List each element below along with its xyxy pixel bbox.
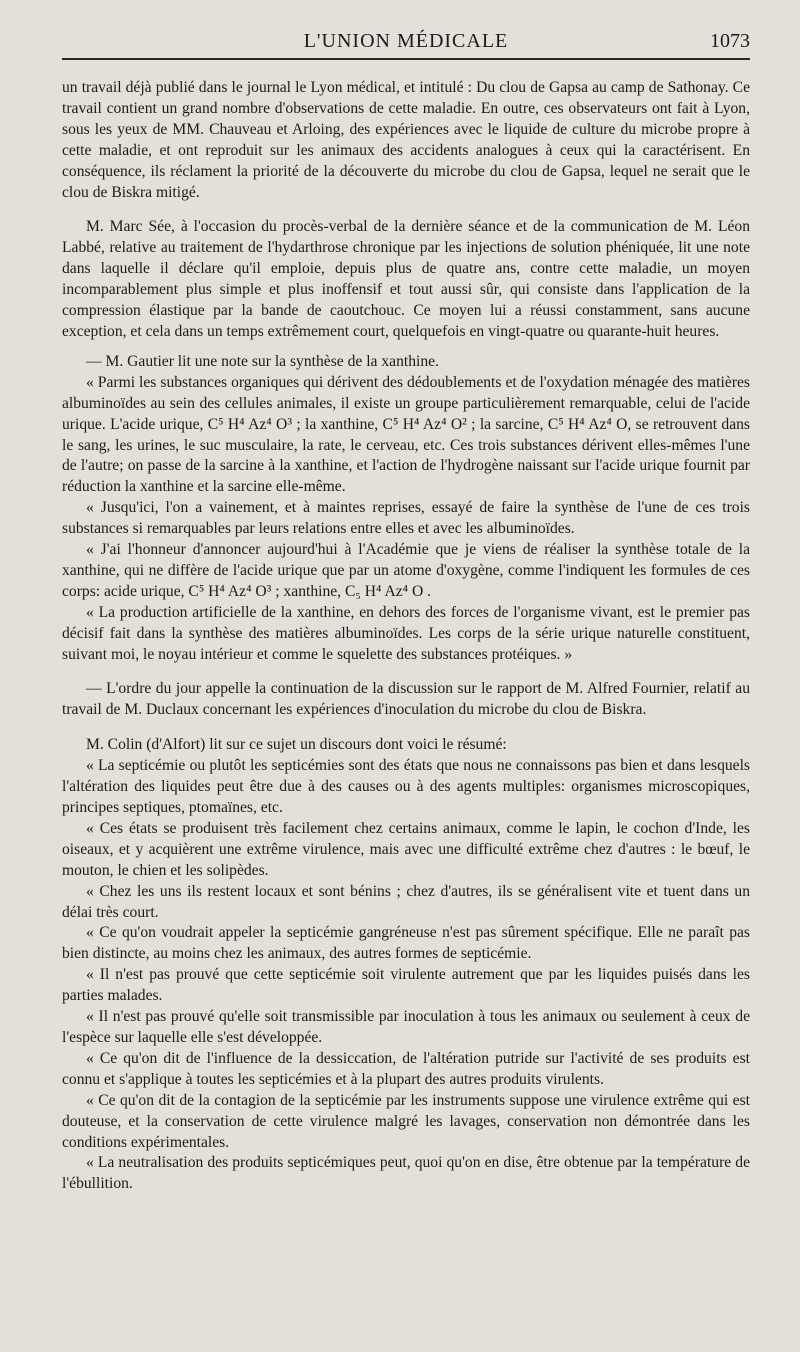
paragraph-colin-5: « Il n'est pas prouvé que cette septicémie soit virulente autrement que par les liquides puisés dans les parties malades. (62, 966, 750, 1005)
paragraph-colin-9: « La neutralisation des produits septicémiques peut, quoi qu'on en dise, être obtenue par la température de l'ébullition. (62, 1154, 750, 1193)
paragraph-colin-intro: M. Colin (d'Alfort) lit sur ce sujet un discours dont voici le résumé: (86, 736, 507, 754)
paragraph-xanthine-3: « J'ai l'honneur d'annoncer aujourd'hui à l'Académie que je viens de réaliser la synthèse totale de la xanthine, qui ne diffère de l'acide urique que par un atome d'oxygène, comme l'indiquent les formules de ces corps: acide urique, C⁵ H⁴ Az⁴ O³ ; xanthine, C₅ H⁴ Az⁴ O . (62, 541, 750, 600)
page-header (62, 26, 750, 60)
paragraph-xanthine-1: « Parmi les substances organiques qui dérivent des dédoublements et de l'oxydation ménagée des matières albuminoïdes au sein des cellules animales, il existe un groupe particulièrement remarquable, celui de l'acide urique. L'acide urique, C⁵ H⁴ Az⁴ O³ ; la xanthine, C⁵ H⁴ Az⁴ O² ; la sarcine, C⁵ H⁴ Az⁴ O, se retrouvent dans le sang, les urines, le suc musculaire, la rate, le cerveau, etc. Ces trois substances dérivent elles-mêmes l'une de l'autre; on passe de la sarcine à la xanthine, et l'action de l'hydrogène naissant sur l'acide urique fournit par réduction la xanthine et la sarcine elle-même. (62, 373, 750, 496)
paragraph-colin-3: « Chez les uns ils restent locaux et sont bénins ; chez d'autres, ils se généralisent vite et tuent dans un délai très court. (62, 882, 750, 921)
article-body (62, 78, 750, 1195)
paragraph-lyon-report: un travail déjà publié dans le journal le Lyon médical, et intitulé : Du clou de Gapsa au camp de Sathonay. Ce travail contient un grand nombre d'observations de cette maladie. En outre, ces observateurs ont fait à Lyon, sous les yeux de MM. Chauveau et Arloing, des expériences avec le liquide de culture du microbe propre à cette maladie, et ont reproduit sur les animaux des accidents analogues à ceux qui la caractérisent. En conséquence, ils réclament la priorité de la découverte du microbe du clou de Gapsa, lequel ne serait que le clou de Biskra mitigé. (62, 79, 750, 201)
page-number: 1073 (710, 30, 750, 52)
paragraph-colin-7: « Ce qu'on dit de l'influence de la dessiccation, de l'altération putride sur l'activité de ses produits est connu et s'applique à toutes les septicémies et à la plupart des autres produits virulents. (62, 1049, 750, 1088)
paragraph-colin-6: « Il n'est pas prouvé qu'elle soit transmissible par inoculation à tous les animaux ou seulement à ceux de l'espèce sur laquelle elle s'est développée. (62, 1008, 750, 1046)
paragraph-gautier-intro: — M. Gautier lit une note sur la synthèse de la xanthine. (86, 352, 439, 370)
paragraph-colin-8: « Ce qu'on dit de la contagion de la septicémie par les instruments suppose une virulence extrême qui est douteuse, et la conservation de cette virulence malgré les lavages, conservation non démontrée dans les conditions expérimentales. (62, 1091, 750, 1151)
running-title: L'UNION MÉDICALE (303, 30, 509, 52)
paragraph-xanthine-4: « La production artificielle de la xanthine, en dehors des forces de l'organisme vivant, est le premier pas décisif fait dans la synthèse des matières albuminoïdes. Les corps de la série urique naturelle constituent, suivant moi, le noyau intérieur et comme le squelette des substances protéiques. » (62, 603, 750, 663)
paragraph-xanthine-2: « Jusqu'ici, l'on a vainement, et à maintes reprises, essayé de faire la synthèse de l'une de ces trois substances si remarquables par leurs relations entre elles et avec les albuminoïdes. (62, 499, 750, 538)
paragraph-order-of-day: — L'ordre du jour appelle la continuation de la discussion sur le rapport de M. Alfred Fournier, relatif au travail de M. Duclaux concernant les expériences d'inoculation du microbe du clou de Biskra. (62, 680, 750, 719)
paragraph-colin-4: « Ce qu'on voudrait appeler la septicémie gangréneuse n'est pas sûrement spécifique. Elle ne paraît pas bien distincte, au moins chez les animaux, des autres formes de septicémie. (62, 924, 750, 963)
paragraph-colin-2: « Ces états se produisent très facilement chez certains animaux, comme le lapin, le cochon d'Inde, les oiseaux, et y acquièrent une extrême virulence, mais avec une difficulté extrême chez d'autres : le bœuf, le mouton, le chien et les solipèdes. (62, 819, 750, 879)
paragraph-colin-1: « La septicémie ou plutôt les septicémies sont des états que nous ne connaissons pas bien et dans lesquels l'altération des liquides peut être due à des causes ou à des agents multiples: organismes microscopiques, principes septiques, ptomaïnes, etc. (62, 757, 750, 816)
paragraph-marc-see: M. Marc Sée, à l'occasion du procès-verbal de la dernière séance et de la communication de M. Léon Labbé, relative au traitement de l'hydarthrose chronique par les injections de solution phéniquée, lit une note dans laquelle il déclare qu'il emploie, depuis plus de quatre ans, contre cette maladie, un moyen incomparablement plus simple et plus inoffensif et tout aussi sûr, qui consiste dans l'application de la compression élastique par la bande de caoutchouc. Ce moyen lui a réussi constamment, sans aucune exception, et cela dans un temps extrêmement court, quelquefois en vingt-quatre ou quarante-huit heures. (62, 218, 750, 340)
